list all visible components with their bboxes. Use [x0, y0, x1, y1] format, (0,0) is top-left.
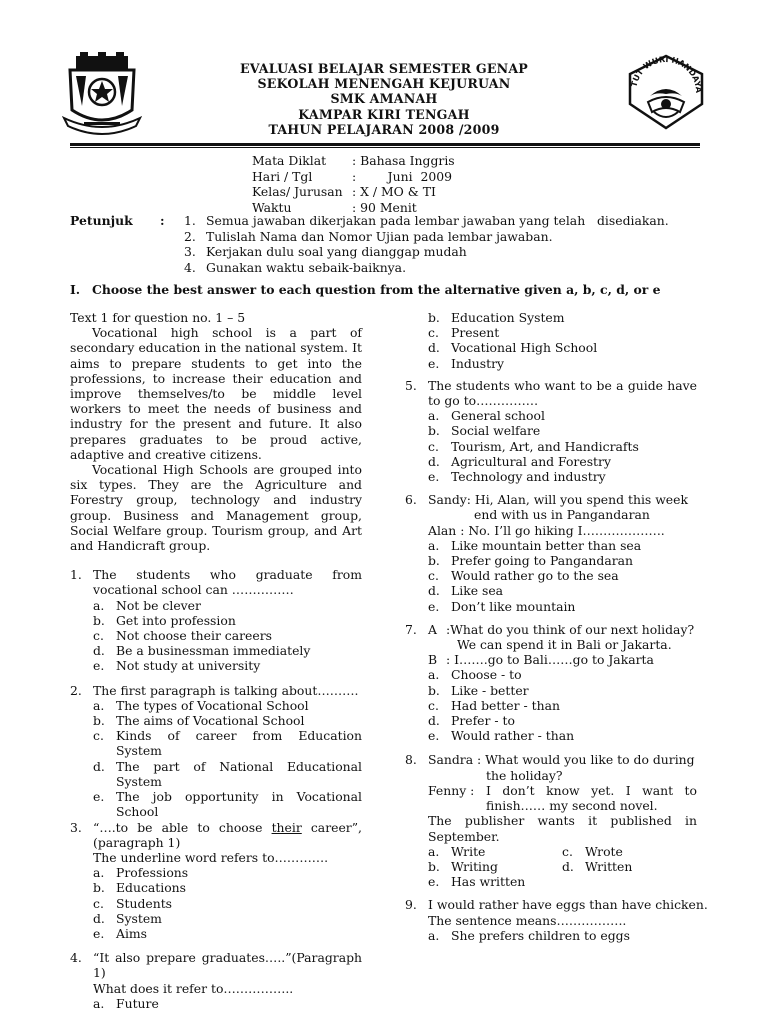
instruction-number: 4. [184, 259, 196, 275]
option[interactable] [93, 613, 362, 628]
question-number: 5. [405, 377, 417, 393]
header-line-4: KAMPAR KIRI TENGAH [298, 106, 470, 122]
option-text: Vocational High School [451, 340, 598, 356]
option-letter: c. [428, 697, 439, 713]
option-letter: a. [93, 597, 105, 613]
question-number: 3. [70, 819, 82, 835]
options-list-continued [405, 310, 697, 371]
option[interactable] [428, 698, 697, 713]
option-text: Technology and industry [451, 469, 606, 485]
meta-value: : X / MO & TI [352, 184, 436, 199]
options-list [70, 865, 362, 941]
question-3 [70, 820, 362, 942]
option[interactable] [93, 996, 362, 1011]
option[interactable] [93, 658, 362, 673]
exam-meta [252, 153, 455, 215]
option-letter: b. [428, 858, 440, 874]
dialog-line-a [428, 622, 697, 637]
meta-value: : 90 Menit [352, 199, 417, 215]
header-line-1: EVALUASI BELAJAR SEMESTER GENAP [240, 61, 528, 76]
option-letter: a. [93, 865, 105, 881]
question-7 [405, 622, 697, 744]
option[interactable] [428, 568, 697, 583]
option-letter: e. [428, 355, 440, 371]
meta-value: : Juni 2009 [352, 168, 452, 184]
option[interactable] [428, 599, 697, 614]
question-5 [405, 378, 697, 484]
option-letter: e. [428, 874, 440, 890]
options-list [70, 598, 362, 674]
option[interactable] [428, 423, 697, 438]
option[interactable] [93, 628, 362, 643]
option-letter: b. [428, 553, 440, 569]
option-text: Industry [451, 355, 505, 371]
option[interactable] [93, 643, 362, 658]
question-8 [405, 752, 697, 889]
option-letter: a. [93, 697, 105, 713]
option-text: Like mountain better than sea [451, 537, 642, 553]
option[interactable] [93, 865, 362, 880]
options-row [428, 859, 697, 874]
option-letter: e. [93, 658, 105, 674]
question-text-part: career”, (paragraph 1) [93, 819, 362, 850]
option-letter: d. [93, 758, 105, 774]
option[interactable] [428, 356, 697, 371]
option[interactable] [428, 439, 697, 454]
option[interactable] [428, 667, 697, 682]
options-list [70, 698, 362, 820]
meta-row [252, 169, 455, 185]
option[interactable] [428, 340, 697, 355]
option[interactable] [428, 859, 562, 874]
option[interactable] [93, 728, 362, 758]
header-rule-thin [70, 147, 700, 148]
option-text: Not study at university [116, 658, 261, 674]
option-letter: e. [428, 469, 440, 485]
option-text: System [116, 910, 162, 926]
option-text: Would rather go to the sea [451, 568, 619, 584]
option-text: Present [451, 325, 500, 341]
question-2 [70, 683, 362, 820]
instructions-list [184, 213, 669, 275]
question-number: 6. [405, 492, 417, 508]
option-letter: d. [93, 910, 105, 926]
speaker-label: Sandra : [428, 752, 482, 768]
option-letter: b. [428, 682, 440, 698]
underlined-word: their [271, 819, 302, 835]
header-line-2: SEKOLAH MENENGAH KEJURUAN [257, 76, 511, 92]
speaker-label: A [428, 621, 437, 637]
logo-text: TUT WURI HANDAYA [629, 54, 704, 94]
option-text: Wrote [585, 843, 623, 859]
text-intro: Text 1 for question no. 1 – 5 [70, 310, 246, 325]
dialog-line-sandra [428, 752, 697, 767]
option-text: Social welfare [451, 423, 541, 439]
option-letter: c. [93, 628, 104, 644]
instruction-text: Gunakan waktu sebaik-baiknya. [206, 259, 407, 275]
question-text-continued: end with us in Pangandaran [474, 507, 650, 523]
option-text: Future [116, 995, 159, 1011]
question-subtext: The publisher wants it published in September. [428, 813, 697, 844]
dialog-continued: finish…… my second novel. [486, 798, 658, 814]
instruction-number: 1. [184, 213, 196, 228]
option-text: She prefers children to eggs [451, 927, 630, 943]
instructions-colon: : [160, 213, 165, 228]
question-text: I would rather have eggs than have chicken. [428, 897, 708, 913]
option-text: Like - better [451, 682, 529, 698]
option[interactable] [428, 728, 697, 743]
option[interactable] [93, 880, 362, 895]
text-paragraph-1: Vocational high school is a part of secondary education in the national system. It aims to prepare students to get into the professions, to increase their education and improve themselves/to be middle level workers to meet the needs of business and industry for the present and future. It also prepares graduates to be proud active, adaptive and creative citizens. [70, 325, 362, 462]
option[interactable] [428, 844, 562, 859]
dialog-text: What would you like to do during [485, 752, 695, 768]
option-letter: c. [93, 728, 104, 744]
option-text: Not be clever [116, 597, 201, 613]
question-text [93, 820, 362, 850]
option[interactable] [562, 859, 696, 874]
option[interactable] [428, 583, 697, 598]
options-list [405, 538, 697, 614]
option-text: The aims of Vocational School [116, 713, 305, 729]
option[interactable] [428, 874, 562, 889]
text-paragraph-2: Vocational High Schools are grouped into six types. They are the Agriculture and Forestry group, technology and industry group. Business and Management group, Social Welfare group. Tourism group, and Art and Handicraft group. [70, 462, 362, 554]
option-letter: b. [428, 423, 440, 439]
option-text: Students [116, 895, 173, 911]
option-letter: d. [562, 858, 574, 874]
option[interactable] [93, 698, 362, 713]
question-text: Sandy: Hi, Alan, will you spend this week [428, 492, 688, 508]
option[interactable] [93, 598, 362, 613]
meta-key: Hari / Tgl [252, 168, 313, 184]
option-text: Aims [116, 925, 148, 941]
option-letter: e. [93, 925, 105, 941]
question-number: 4. [70, 950, 82, 966]
option-letter: c. [428, 568, 439, 584]
option-letter: a. [428, 843, 440, 859]
option-letter: e. [428, 598, 440, 614]
options-list [405, 408, 697, 484]
meta-key: Waktu [252, 199, 292, 215]
right-column [405, 310, 708, 943]
option-letter: c. [428, 325, 439, 341]
option[interactable] [93, 911, 362, 926]
option-letter: c. [93, 895, 104, 911]
option-letter: b. [93, 612, 105, 628]
option-text: Don’t like mountain [451, 598, 576, 614]
option-text: Written [585, 858, 633, 874]
option[interactable] [93, 789, 362, 819]
instruction-text: Kerjakan dulu soal yang dianggap mudah [206, 244, 467, 259]
option-letter: a. [428, 927, 440, 943]
options-row [428, 844, 697, 859]
header-line-5: TAHUN PELAJARAN 2008 /2009 [268, 121, 500, 137]
meta-row [252, 184, 455, 200]
option-text: Education System [451, 310, 565, 325]
instruction-item [184, 244, 669, 260]
options-list [70, 996, 362, 1011]
option-letter: a. [428, 667, 440, 683]
option-letter: b. [93, 880, 105, 896]
option-text: Had better - than [451, 697, 560, 713]
question-subtext: The sentence means…………….. [428, 912, 627, 928]
option-letter: d. [428, 583, 440, 599]
options-list [405, 667, 697, 743]
option[interactable] [428, 538, 697, 553]
meta-key: Mata Diklat [252, 153, 327, 168]
option[interactable] [428, 408, 697, 423]
question-number: 9. [405, 897, 417, 913]
option-text: Professions [116, 865, 189, 881]
speaker-label: B [428, 652, 438, 668]
option-text: Like sea [451, 583, 504, 599]
option-letter: d. [428, 453, 440, 469]
option-letter: a. [428, 537, 440, 553]
question-subtext: What does it refer to…………….. [93, 980, 294, 996]
dialog-text: :What do you think of our next holiday? [446, 621, 695, 637]
question-number: 8. [405, 752, 417, 768]
meta-row [252, 153, 455, 169]
question-4 [70, 950, 362, 1011]
option-text: Get into profession [116, 612, 236, 628]
instruction-number: 2. [184, 228, 196, 244]
dialog-continued: We can spend it in Bali or Jakarta. [457, 637, 672, 653]
question-1 [70, 567, 362, 673]
question-6 [405, 492, 697, 614]
option-text: Kinds of career from Education System [116, 728, 362, 759]
option-text: Agricultural and Forestry [451, 453, 611, 469]
option-letter: e. [428, 728, 440, 744]
instructions-label: Petunjuk [70, 213, 133, 228]
option[interactable] [93, 926, 362, 941]
option[interactable] [428, 310, 697, 325]
option-letter: c. [428, 438, 439, 454]
option[interactable] [93, 896, 362, 911]
option-text: Has written [451, 874, 526, 890]
dialog-text: I don’t know yet. I want to [486, 782, 697, 798]
option[interactable] [428, 553, 697, 568]
question-number: 2. [70, 682, 82, 698]
header-rule-thick [70, 143, 700, 146]
option-letter: d. [428, 713, 440, 729]
option-text: General school [451, 408, 545, 424]
meta-key: Kelas/ Jurusan [252, 184, 343, 199]
option-text: The types of Vocational School [116, 697, 309, 713]
instruction-item [184, 229, 669, 245]
option-text: The part of National Educational System [116, 758, 362, 789]
question-text: The students who want to be a guide have to go to…………… [428, 377, 697, 409]
option-text: Prefer going to Pangandaran [451, 553, 634, 569]
question-text: The first paragraph is talking about………. [93, 682, 359, 698]
option-text: Writing [451, 858, 498, 874]
option-letter: e. [93, 789, 105, 805]
section-heading [70, 282, 660, 297]
dialog-line-fenny [405, 783, 697, 798]
question-text: “It also prepare graduates…..”(Paragraph 1) [93, 950, 362, 981]
section-number: I. [70, 282, 81, 297]
section-title: Choose the best answer to each question from the alternative given a, b, c, d, or e [92, 282, 661, 297]
instruction-text: Semua jawaban dikerjakan pada lembar jawaban yang telah disediakan. [206, 213, 669, 228]
speaker-label: Fenny : [428, 782, 475, 798]
options-row [428, 874, 697, 889]
tut-wuri-handayani-logo [624, 52, 708, 132]
option-letter: b. [428, 310, 440, 325]
option[interactable] [93, 713, 362, 728]
option-text: The job opportunity in Vocational School [116, 789, 362, 820]
question-number: 7. [405, 621, 417, 637]
option[interactable] [428, 713, 697, 728]
exam-header [200, 61, 568, 137]
question-text: The students who graduate from vocational school can …………… [93, 567, 362, 598]
instruction-text: Tulislah Nama dan Nomor Ujian pada lembar jawaban. [206, 228, 553, 244]
option-text: Not choose their careers [116, 628, 273, 644]
option-letter: b. [93, 713, 105, 729]
instruction-item [184, 213, 669, 229]
question-9 [405, 897, 708, 943]
option-text: Write [451, 843, 486, 859]
question-subtext: Alan : No. I’ll go hiking I……………….. [428, 522, 665, 538]
option-text: Would rather - than [451, 728, 575, 744]
instruction-number: 3. [184, 244, 196, 259]
option-text: Tourism, Art, and Handicrafts [451, 438, 639, 454]
left-column [70, 310, 362, 1011]
option-letter: d. [428, 340, 440, 356]
dialog-continued: the holiday? [486, 767, 563, 783]
dialog-text: : I…….go to Bali……go to Jakarta [446, 652, 654, 668]
option[interactable] [428, 928, 697, 943]
option-text: Educations [116, 880, 187, 896]
question-number: 1. [70, 567, 82, 583]
options-grid [405, 844, 697, 890]
option-letter: c. [562, 843, 573, 859]
option-text: Choose - to [451, 667, 522, 683]
question-text-part: “….to be able to choose [93, 819, 272, 835]
option[interactable] [428, 469, 697, 484]
option-letter: a. [428, 408, 440, 424]
meta-value: : Bahasa Inggris [352, 153, 455, 168]
option-text: Be a businessman immediately [116, 643, 311, 659]
dialog-line-b [405, 652, 697, 667]
options-list [405, 928, 697, 943]
option-letter: d. [93, 643, 105, 659]
option[interactable] [428, 683, 697, 698]
header-line-3: SMK AMANAH [330, 91, 438, 107]
option[interactable] [93, 759, 362, 789]
option[interactable] [428, 454, 697, 469]
school-crest-logo [62, 52, 142, 136]
option[interactable] [428, 325, 697, 340]
option-letter: a. [93, 995, 105, 1011]
question-subtext: The underline word refers to…………. [93, 849, 329, 865]
option[interactable] [562, 844, 696, 859]
option-text: Prefer - to [451, 713, 515, 729]
instruction-item [184, 260, 669, 276]
